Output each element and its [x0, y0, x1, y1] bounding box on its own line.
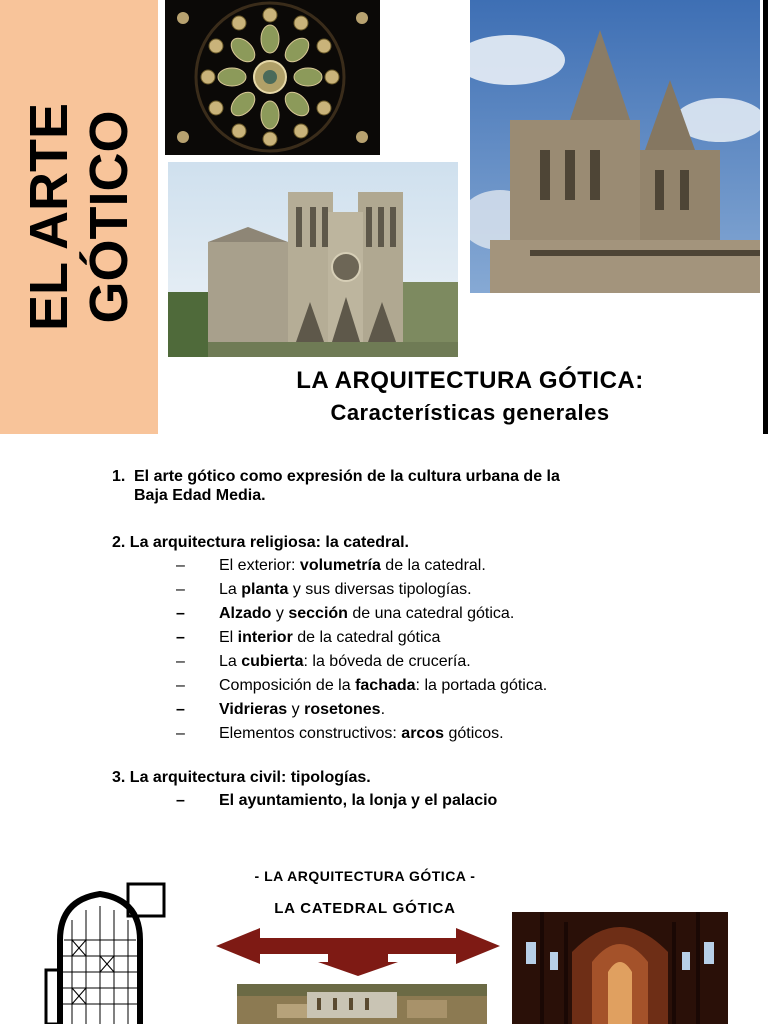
list-item [219, 653, 471, 671]
list-dash: – [176, 557, 185, 574]
list-item-text: y [271, 605, 289, 622]
heading-title: LA ARQUITECTURA GÓTICA: [296, 367, 644, 394]
rose-window-photo [165, 0, 380, 155]
list-item-keyword: arcos [401, 725, 444, 742]
list-item [219, 701, 385, 719]
point3-item: El ayuntamiento, la lonja y el palacio [219, 792, 498, 809]
list-item-text: de la catedral. [380, 557, 486, 574]
list-item-text: Elementos constructivos: [219, 725, 402, 742]
aerial-cathedral-photo [237, 984, 487, 1024]
list-item-keyword: planta [241, 581, 289, 598]
list-item [219, 557, 486, 575]
cathedral-floor-plan [40, 880, 168, 1024]
list-item-text: La [219, 653, 242, 670]
list-dash: – [176, 605, 185, 622]
point1-line1: El arte gótico como expresión de la cultura urbana de la [134, 468, 560, 485]
list-item-keyword: Vidrieras [219, 701, 288, 718]
list-item [219, 605, 514, 623]
point2-title: 2. La arquitectura religiosa: la catedral. [112, 534, 409, 551]
list-item-text: La [219, 581, 242, 598]
list-item-text: y [287, 701, 305, 718]
side-title [0, 0, 158, 434]
list-dash: – [176, 725, 185, 742]
side-title-line2: GÓTICO [79, 110, 139, 324]
list-item-text: y sus diversas tipologías. [288, 581, 472, 598]
list-item-keyword: rosetones [304, 701, 381, 718]
point1-number: 1. [112, 468, 126, 485]
slide1-heading [200, 366, 740, 430]
point3-title: 3. La arquitectura civil: tipologías. [112, 769, 371, 786]
list-item-text: . [380, 701, 386, 718]
list-item [219, 629, 440, 647]
list-item [219, 581, 472, 599]
caption-subtitle: LA CATEDRAL GÓTICA [274, 900, 456, 917]
side-title-line1: EL ARTE [19, 102, 79, 332]
list-item-text: Composición de la [219, 677, 356, 694]
list-item-keyword: fachada [355, 677, 416, 694]
list-item-text: de la catedral gótica [292, 629, 441, 646]
list-dash: – [176, 629, 185, 646]
list-item-text: : la bóveda de crucería. [303, 653, 471, 670]
list-item-text: El exterior: [219, 557, 300, 574]
list-item-text: góticos. [444, 725, 504, 742]
list-item-keyword: interior [237, 629, 293, 646]
list-item [219, 725, 504, 743]
heading-subtitle: Características generales [330, 400, 610, 425]
list-dash: – [176, 701, 185, 718]
list-item [219, 677, 547, 695]
list-item-text: : la portada gótica. [415, 677, 548, 694]
slide-cover [0, 0, 768, 434]
list-item-keyword: Alzado [219, 605, 272, 622]
list-item-keyword: volumetría [299, 557, 381, 574]
list-item-keyword: sección [288, 605, 348, 622]
list-dash: – [176, 677, 185, 694]
list-item-text: de una catedral gótica. [347, 605, 515, 622]
list-dash: – [176, 581, 185, 598]
caption-title: - LA ARQUITECTURA GÓTICA - [254, 868, 476, 884]
cathedral-facade-photo [168, 162, 458, 357]
list-item-keyword: cubierta [241, 653, 304, 670]
double-arrow-icon [216, 928, 500, 976]
list-item-text: El [219, 629, 238, 646]
list-dash: – [176, 653, 185, 670]
point3-dash: – [176, 792, 185, 809]
cathedral-interior-photo [512, 912, 728, 1024]
cathedral-towers-photo [470, 0, 760, 293]
point1-line2: Baja Edad Media. [134, 487, 266, 504]
slide-edge [763, 0, 768, 434]
